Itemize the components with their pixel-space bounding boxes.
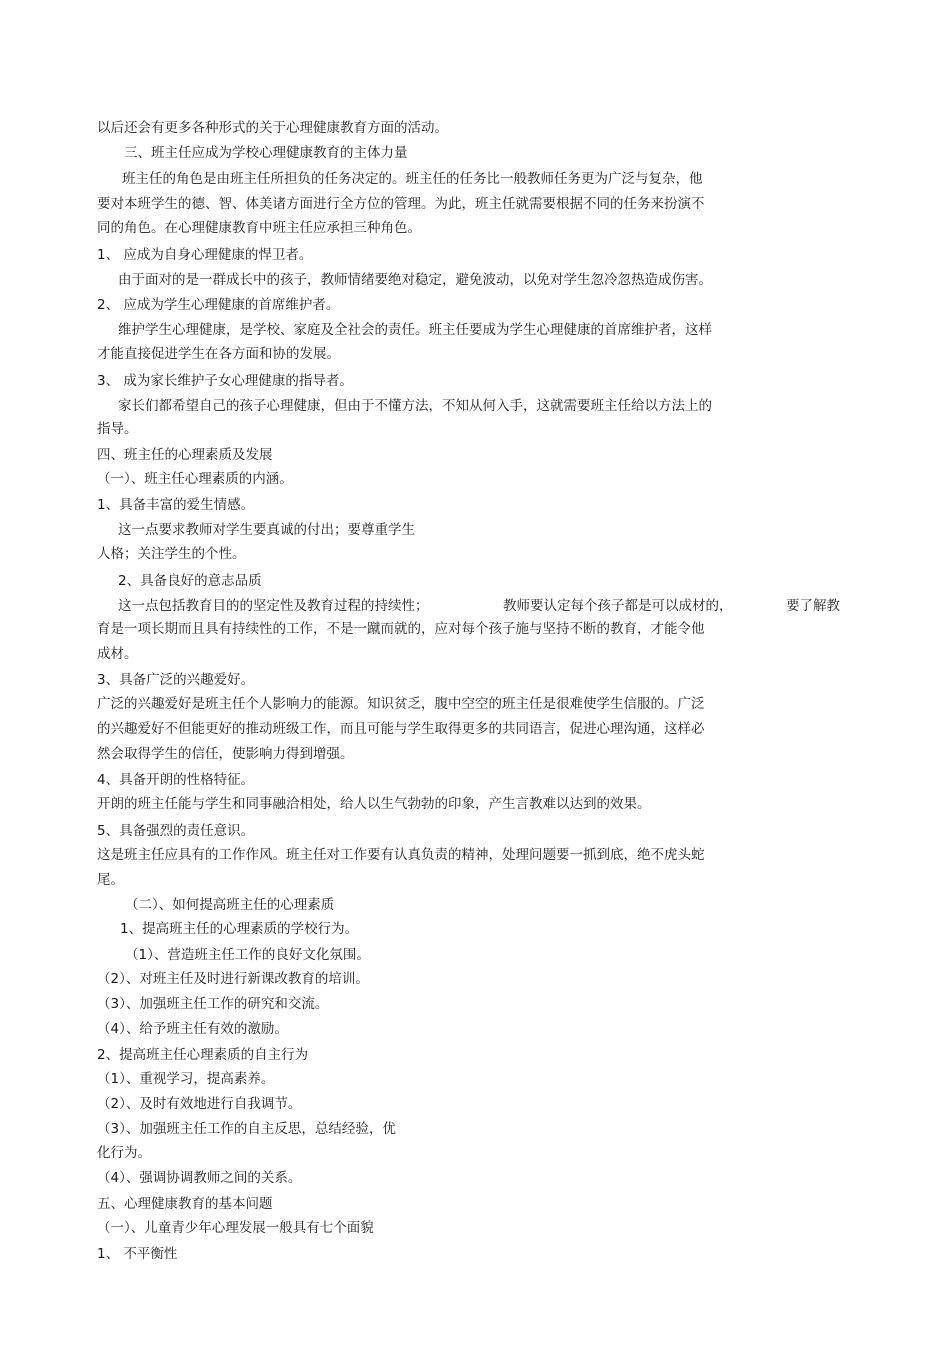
list-item-heading: 3、具备广泛的兴趣爱好。 bbox=[97, 672, 255, 688]
text-line: 的兴趣爱好不但能更好的推动班级工作，而且可能与学生取得更多的共同语言，促进心理沟通，这样必 bbox=[97, 721, 705, 737]
text-line: 这一点包括教育目的的坚定性及教育过程的持续性； bbox=[118, 598, 429, 614]
list-item-heading: 1、 不平衡性 bbox=[97, 1246, 178, 1262]
list-item-heading: 1、提高班主任的心理素质的学校行为。 bbox=[120, 921, 359, 937]
section-heading: 五、心理健康教育的基本问题 bbox=[97, 1196, 273, 1212]
list-item: （1）、重视学习，提高素养。 bbox=[97, 1071, 275, 1087]
subsection-heading: （一）、班主任心理素质的内涵。 bbox=[97, 471, 293, 487]
section-heading: 三、班主任应成为学校心理健康教育的主体力量 bbox=[124, 145, 408, 161]
list-item-heading: 2、具备良好的意志品质 bbox=[118, 573, 262, 589]
list-item: （3）、加强班主任工作的研究和交流。 bbox=[97, 996, 329, 1012]
text-line: 教师要认定每个孩子都是可以成材的， bbox=[503, 598, 733, 614]
list-item-heading: 4、具备开朗的性格特征。 bbox=[97, 772, 255, 788]
text-line: 成材。 bbox=[97, 646, 138, 662]
text-line: 这是班主任应具有的工作作风。班主任对工作要有认真负责的精神，处理问题要一抓到底，绝不虎头蛇 bbox=[97, 847, 705, 863]
text-line: 以后还会有更多各种形式的关于心理健康教育方面的活动。 bbox=[97, 120, 448, 136]
text-line: 指导。 bbox=[97, 421, 138, 437]
text-line: 同的角色。在心理健康教育中班主任应承担三种角色。 bbox=[97, 220, 421, 236]
section-heading: 四、班主任的心理素质及发展 bbox=[97, 447, 273, 463]
text-line: 才能直接促进学生在各方面和协的发展。 bbox=[97, 346, 340, 362]
text-line: 育是一项长期而且具有持续性的工作，不是一蹴而就的，应对每个孩子施与坚持不断的教育，才能令他 bbox=[97, 621, 705, 637]
list-item-heading: 5、具备强烈的责任意识。 bbox=[97, 823, 255, 839]
list-item-heading: 2、提高班主任心理素质的自主行为 bbox=[97, 1047, 309, 1063]
list-item-heading: 2、 应成为学生心理健康的首席维护者。 bbox=[97, 297, 340, 313]
text-line: 要对本班学生的德、智、体美诸方面进行全方位的管理。为此，班主任就需要根据不同的任务来扮演不 bbox=[97, 196, 705, 212]
list-item: （4）、给予班主任有效的激励。 bbox=[97, 1021, 288, 1037]
list-item: （4）、强调协调教师之间的关系。 bbox=[97, 1170, 302, 1186]
text-line: 要了解教 bbox=[786, 598, 840, 614]
text-line: 班主任的角色是由班主任所担负的任务决定的。班主任的任务比一般教师任务更为广泛与复杂，他 bbox=[122, 171, 703, 187]
list-item: 化行为。 bbox=[97, 1145, 151, 1161]
list-item: （1）、营造班主任工作的良好文化氛围。 bbox=[125, 947, 370, 963]
subsection-heading: （二）、如何提高班主任的心理素质 bbox=[125, 897, 335, 913]
text-line: 开朗的班主任能与学生和同事融洽相处，给人以生气勃勃的印象，产生言教难以达到的效果。 bbox=[97, 796, 651, 812]
list-item: （2）、及时有效地进行自我调节。 bbox=[97, 1096, 302, 1112]
text-line: 广泛的兴趣爱好是班主任个人影响力的能源。知识贫乏，腹中空空的班主任是很难使学生信服的。广泛 bbox=[97, 696, 705, 712]
text-line: 由于面对的是一群成长中的孩子，教师情绪要绝对稳定，避免波动，以免对学生忽冷忽热造成伤害。 bbox=[118, 272, 712, 288]
list-item-heading: 1、 应成为自身心理健康的悍卫者。 bbox=[97, 247, 313, 263]
text-line: 然会取得学生的信任，使影响力得到增强。 bbox=[97, 746, 354, 762]
subsection-heading: （一）、儿童青少年心理发展一般具有七个面貌 bbox=[97, 1220, 374, 1236]
list-item: （3）、加强班主任工作的自主反思，总结经验，优 bbox=[97, 1121, 396, 1137]
text-line: 人格；关注学生的个性。 bbox=[97, 546, 246, 562]
list-item-heading: 1、具备丰富的爱生情感。 bbox=[97, 497, 255, 513]
text-line: 这一点要求教师对学生要真诚的付出；要尊重学生 bbox=[118, 522, 415, 538]
text-line: 尾。 bbox=[97, 872, 124, 888]
list-item: （2）、对班主任及时进行新课改教育的培训。 bbox=[97, 971, 369, 987]
text-line: 家长们都希望自己的孩子心理健康，但由于不懂方法，不知从何入手，这就需要班主任给以方法上的 bbox=[118, 398, 712, 414]
list-item-heading: 3、 成为家长维护子女心理健康的指导者。 bbox=[97, 373, 353, 389]
text-line: 维护学生心理健康，是学校、家庭及全社会的责任。班主任要成为学生心理健康的首席维护者，这样 bbox=[118, 322, 712, 338]
